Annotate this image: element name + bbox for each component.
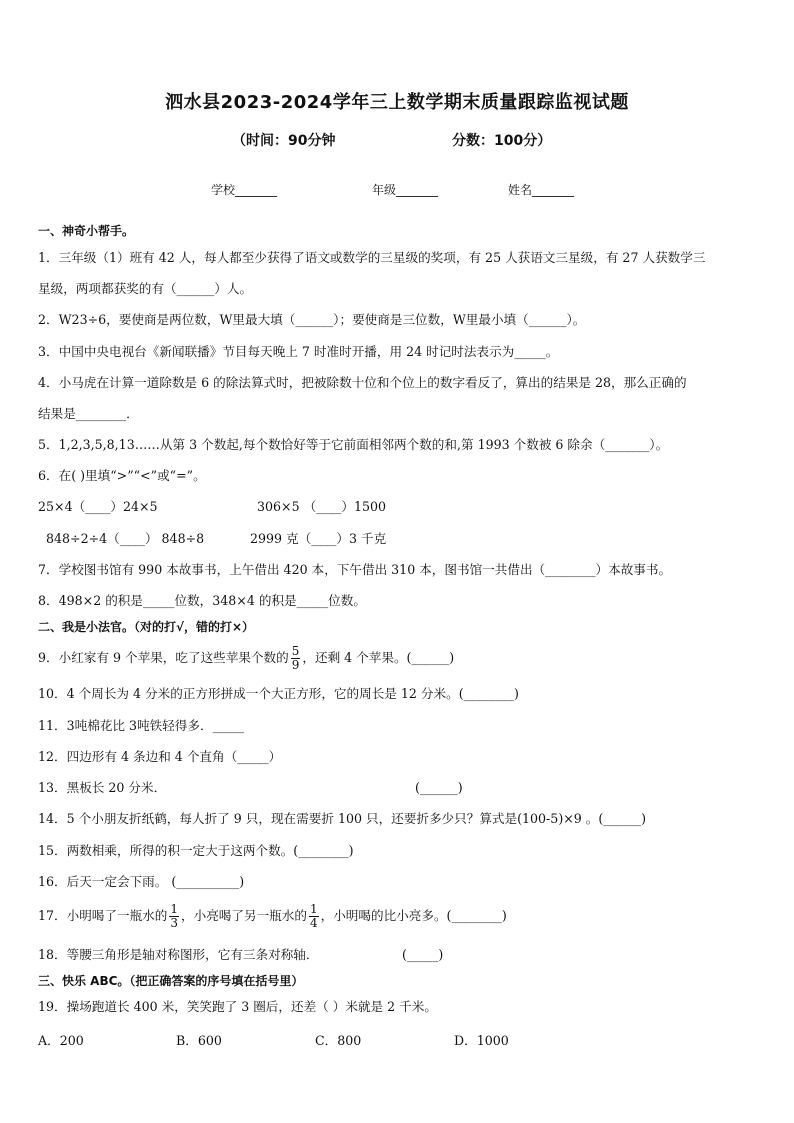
question-14: 14．5 个小朋友折纸鹤，每人折了 9 只，现在需要折 100 只，还要折多少只？算式是(100-5)×9 。(______): [38, 811, 647, 826]
option-b: B．600: [176, 1033, 222, 1048]
question-3: 3．中国中央电视台《新闻联播》节目每天晚上 7 时准时开播，用 24 时记时法表示为_____。: [38, 344, 559, 359]
question-17-text-end: ，小明喝的比小亮多。(________): [320, 908, 507, 923]
question-17: [38, 899, 507, 933]
question-18-answer: (_____): [402, 947, 444, 962]
fraction-numerator: 1: [170, 902, 179, 916]
question-9-text-start: 9．小红家有 9 个苹果，吃了这些苹果个数的: [38, 650, 289, 665]
question-18: 18．等腰三角形是轴对称图形，它有三条对称轴．: [38, 947, 319, 962]
exam-score: 分数：100分）: [452, 133, 552, 149]
section-heading-2: 二、我是小法官。（对的打√，错的打×）: [38, 620, 255, 634]
question-5: 5．1,2,3,5,8,13……从第 3 个数起,每个数恰好等于它前面相邻两个数的和,第 1993 个数被 6 除余（_______）。: [38, 437, 669, 452]
question-15: 15．两数相乘，所得的积一定大于这两个数。(________): [38, 843, 354, 858]
question-9: [38, 641, 454, 675]
grade-field: 年级_______: [372, 183, 439, 197]
option-d: D．1000: [454, 1033, 509, 1048]
question-6-item-d: 2999 克（____）3 千克: [250, 531, 387, 546]
fraction-denominator: 3: [170, 916, 179, 930]
question-6-item-b: 306×5 （____）1500: [257, 499, 387, 514]
fraction-five-ninths: [291, 645, 301, 672]
question-2: 2．W23÷6，要使商是两位数，W里最大填（______）；要使商是三位数，W里最小填（______）。: [38, 312, 586, 327]
fraction-denominator: 9: [291, 658, 300, 672]
exam-time: （时间：90分钟: [232, 133, 336, 149]
school-field: 学校_______: [211, 183, 278, 197]
question-8: 8．498×2 的积是_____位数，348×4 的积是_____位数。: [38, 593, 366, 608]
question-17-text-middle: ，小亮喝了另一瓶水的: [181, 908, 307, 923]
question-10: 10．4 个周长为 4 分米的正方形拼成一个大正方形，它的周长是 12 分米。(________): [38, 686, 519, 701]
question-1-line-1: 1．三年级（1）班有 42 人，每人都至少获得了语文或数学的三星级的奖项，有 25 人获语文三星级，有 27 人获数学三: [38, 250, 706, 265]
question-4-line-1: 4．小马虎在计算一道除数是 6 的除法算式时，把被除数十位和个位上的数字看反了，算出的结果是 28，那么正确的: [38, 375, 687, 390]
question-4-line-2: 结果是________．: [38, 406, 139, 421]
fraction-numerator: 1: [309, 902, 318, 916]
option-c: C．800: [315, 1033, 362, 1048]
question-6: 6．在( )里填“>”“<”或“=”。: [38, 468, 206, 483]
section-heading-3: 三、快乐 ABC。（把正确答案的序号填在括号里）: [38, 974, 304, 988]
question-6-item-c: 848÷2÷4（____） 848÷8: [46, 531, 205, 546]
question-17-text-start: 17．小明喝了一瓶水的: [38, 908, 168, 923]
option-a: A．200: [38, 1033, 84, 1048]
question-12: 12．四边形有 4 条边和 4 个直角（_____）: [38, 749, 282, 764]
question-1-line-2: 星级，两项都获奖的有（______）人。: [38, 281, 253, 296]
question-6-item-a: 25×4（____）24×5: [38, 499, 158, 514]
section-heading-1: 一、神奇小帮手。: [38, 224, 135, 238]
fraction-one-third: [169, 903, 179, 930]
question-19: 19．操场跑道长 400 米，笑笑跑了 3 圈后，还差（ ）米就是 2 千米。: [38, 999, 437, 1014]
question-11: 11．3吨棉花比 3吨铁轻得多．_____: [38, 718, 245, 733]
question-13: 13．黑板长 20 分米．: [38, 780, 167, 795]
fraction-numerator: 5: [291, 644, 300, 658]
fraction-denominator: 4: [309, 916, 318, 930]
question-7: 7．学校图书馆有 990 本故事书，上午借出 420 本，下午借出 310 本，图书馆一共借出（________）本故事书。: [38, 562, 672, 577]
question-9-text-end: ，还剩 4 个苹果。(______): [302, 650, 455, 665]
name-field: 姓名_______: [508, 183, 575, 197]
question-13-answer: (______): [415, 780, 463, 795]
question-16: 16．后天一定会下雨。 (__________): [38, 874, 245, 889]
fraction-one-quarter: [309, 903, 319, 930]
page-title: 泗水县2023-2024学年三上数学期末质量跟踪监视试题: [165, 92, 629, 113]
